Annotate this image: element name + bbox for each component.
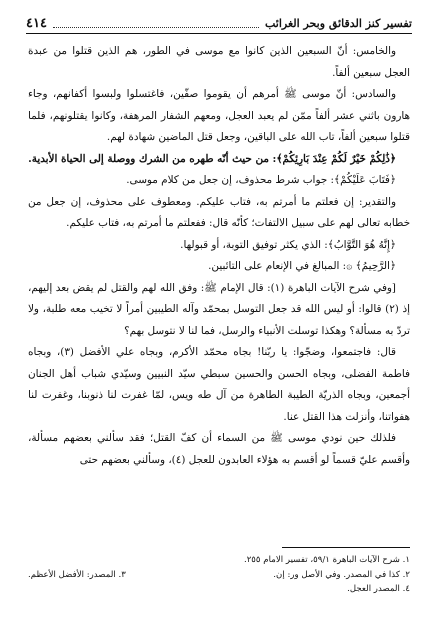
page-number: ٤١٤ (26, 15, 47, 31)
running-title: تفسير كنز الدقائق وبحر الغرائب (264, 16, 412, 30)
paragraph: والتقدير: إن فعلتم ما أمرتم به، فتاب عليكم. ومعطوف على محذوف، إن جعل من خطابه تعالى لهم على سبيل الالتفات؛ كأنّه قال: ففعلتم ما أمرتم به، فتاب عليكم. (28, 195, 410, 229)
paragraph: قال: فاجتمعوا، وضجّوا: يا ربّنا! بجاه محمّد الأكرم، وبجاه علي الأفضل (٣)، وبجاه فاطمة الفضلى، وبجاه الحسن والحسين سبطي سيّد النبيين وسيّدي شباب أهل الجنان أجمعين، وبجاه الذريّة الطيبة الطاهرة من آل طه ويس، لمّا غفرت لنا ذنوبنا، وغفرت لنا هفواتنا، وأنزلت هذا القتل عنا. (28, 346, 410, 423)
paragraph: والسادس: أنّ موسى ﷺ أمرهم أن يقوموا صفّين، فاغتسلوا ولبسوا أكفانهم، وجاء هارون باثني عشر ألفاً ممّن لم يعبد العجل، ومعهم الشفار المرهفة، وكانوا يقتلونهم، فلما قتلوا سبعين ألفاً، تاب الله على الباقين، وجعل قتل الماضين شهادة لهم. (28, 88, 410, 143)
footnote-row (28, 568, 410, 583)
paragraph: [وفي شرح الآيات الباهرة (١): قال الإمام ﷺ: وفق الله لهم والقتل لم يقض بعد إليهم، إذ (٢) قالوا: أو ليس الله قد جعل التوسل بمحمّد وآله الطيبين أمراً لا تخيب معه طلبة، ولا تردّ به مسألة؟ وهكذا توسلت الأنبياء والرسل، فما لنا لا نتوسل بهم؟ (28, 281, 410, 337)
footnote: ٣. المصدر: الأفضل الأعظم. (28, 569, 126, 580)
footnote: ٢. كذا في المصدر. وفي الأصل ور: إن. (273, 569, 410, 580)
footnote-rule (282, 547, 410, 548)
paragraph: فلذلك حين نودي موسى ﷺ من السماء أن كفّ القتل؛ فقد سألني بعضهم مسألة، وأقسم عليّ قسماً لو أقسم به هؤلاء العابدون للعجل (٤)، وسألني بعضهم حتى (28, 432, 410, 466)
paragraph: والخامس: أنّ السبعين الذين كانوا مع موسى في الطور، هم الذين قتلوا من عبدة العجل سبعين ألفاً. (28, 45, 410, 79)
paragraph: ﴿إِنَّهُ هُوَ التَّوَّابُ﴾: الذي يكثر توفيق التوبة، أو قبولها. (180, 238, 396, 251)
footnote: ١. شرح الآيات الباهرة ٥٩/١، تفسير الامام ٢٥٥. (243, 555, 410, 565)
quran-verse-paragraph: ﴿ذَٰلِكُمْ خَيْرٌ لَكُمْ عِنْدَ بَارِئِكُمْ﴾: من حيث أنّه طهره من الشرك ووصلة إلى الحياة الأبدية. (28, 152, 396, 165)
footnotes (28, 553, 410, 597)
header-rule (26, 33, 412, 34)
main-text (28, 41, 410, 471)
footnote: ٤. المصدر العجل. (347, 584, 410, 594)
paragraph: ﴿فَتَابَ عَلَيْكُمْ﴾: جواب شرط محذوف، إن جعل من كلام موسى. (126, 174, 396, 186)
paragraph: ﴿الرَّحِيمُ﴾ ۞: المبالغ في الإنعام على التائبين. (208, 260, 396, 272)
page-header (26, 14, 412, 32)
header-dotted-leader (53, 19, 259, 28)
